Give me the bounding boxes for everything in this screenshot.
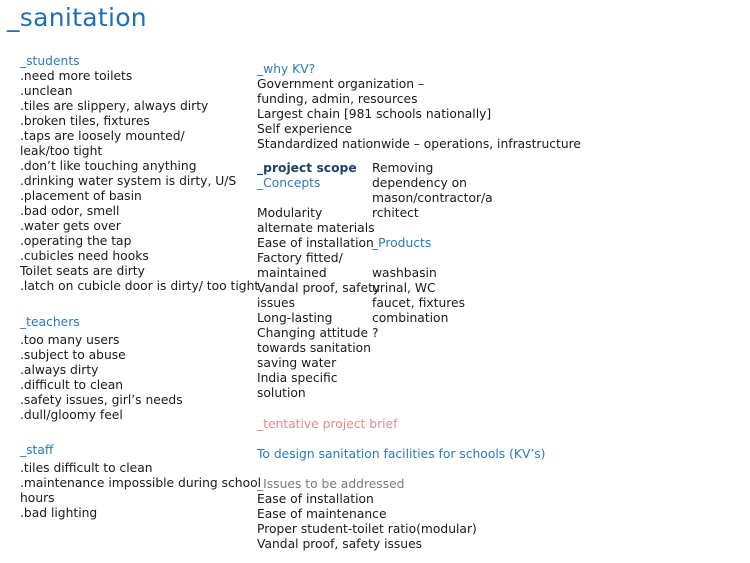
list-item: Standardized nationwide – operations, infrastructure	[257, 137, 581, 151]
list-item: .safety issues, girl’s needs	[20, 393, 183, 407]
issues-heading: _Issues to be addressed	[257, 477, 405, 491]
why-kv-section	[257, 62, 581, 152]
list-item: leak/too tight	[20, 144, 103, 158]
list-item: Ease of installation	[257, 236, 374, 250]
teachers-section	[20, 315, 183, 423]
concepts-heading: _Concepts	[257, 176, 321, 190]
list-item: .operating the tap	[20, 234, 132, 248]
list-item: urinal, WC	[372, 281, 436, 295]
brief-statement: To design sanitation facilities for schools (KV’s)	[257, 447, 546, 461]
list-item: .difficult to clean	[20, 378, 124, 392]
staff-section	[20, 443, 261, 521]
list-item: .always dirty	[20, 363, 99, 377]
list-item: Modularity	[257, 206, 323, 220]
list-item: .bad odor, smell	[20, 204, 120, 218]
list-item: Ease of maintenance	[257, 507, 387, 521]
products-column	[372, 161, 493, 341]
list-item: .taps are loosely mounted/	[20, 129, 185, 143]
list-item: alternate materials	[257, 221, 375, 235]
list-item: Vandal proof, safety	[257, 281, 381, 295]
list-item: towards sanitation	[257, 341, 371, 355]
list-item: Proper student-toilet ratio(modular)	[257, 522, 477, 536]
list-item: .broken tiles, fixtures	[20, 114, 150, 128]
students-heading: _students	[20, 54, 80, 68]
list-item: .cubicles need hooks	[20, 249, 149, 263]
list-item: saving water	[257, 356, 337, 370]
list-item: issues	[257, 296, 295, 310]
list-item: .water gets over	[20, 219, 121, 233]
list-item: Ease of installation	[257, 492, 374, 506]
list-item: Long-lasting	[257, 311, 333, 325]
list-item: Largest chain [981 schools nationally]	[257, 107, 492, 121]
teachers-heading: _teachers	[20, 315, 80, 329]
list-item: .maintenance impossible during school	[20, 476, 262, 490]
list-item: .dull/gloomy feel	[20, 408, 123, 422]
issues-section	[257, 477, 477, 552]
list-item: .too many users	[20, 333, 120, 347]
list-item: Changing attitude	[257, 326, 369, 340]
list-item: hours	[20, 491, 55, 505]
list-item: .bad lighting	[20, 506, 98, 520]
list-item: .placement of basin	[20, 189, 142, 203]
list-item: Factory fitted/	[257, 251, 343, 265]
list-item: .tiles are slippery, always dirty	[20, 99, 209, 113]
page-title: _sanitation	[7, 3, 147, 32]
list-item: funding, admin, resources	[257, 92, 418, 106]
list-item: .don’t like touching anything	[20, 159, 197, 173]
list-item: dependency on	[372, 176, 467, 190]
list-item: solution	[257, 386, 306, 400]
list-item: Toilet seats are dirty	[20, 264, 145, 278]
list-item: India specific	[257, 371, 338, 385]
list-item: Self experience	[257, 122, 353, 136]
project-scope-heading: _project scope	[257, 161, 357, 175]
list-item: .tiles difficult to clean	[20, 461, 153, 475]
list-item: rchitect	[372, 206, 419, 220]
list-item: mason/contractor/a	[372, 191, 493, 205]
list-item: Vandal proof, safety issues	[257, 537, 423, 551]
list-item: combination	[372, 311, 449, 325]
list-item: .subject to abuse	[20, 348, 126, 362]
list-item: .unclean	[20, 84, 73, 98]
staff-heading: _staff	[20, 443, 54, 457]
list-item: Government organization –	[257, 77, 425, 91]
why-kv-heading: _why KV?	[257, 62, 316, 76]
list-item: .drinking water system is dirty, U/S	[20, 174, 237, 188]
products-heading: _Products	[372, 236, 432, 250]
list-item: .latch on cubicle door is dirty/ too tight	[20, 279, 260, 293]
list-item: maintained	[257, 266, 327, 280]
concepts-column	[257, 161, 380, 401]
list-item: Removing	[372, 161, 434, 175]
left-column	[20, 54, 259, 294]
list-item: .need more toilets	[20, 69, 133, 83]
brief-heading: _tentative project brief	[257, 417, 398, 431]
list-item: ?	[372, 326, 379, 340]
list-item: washbasin	[372, 266, 437, 280]
list-item: faucet, fixtures	[372, 296, 466, 310]
